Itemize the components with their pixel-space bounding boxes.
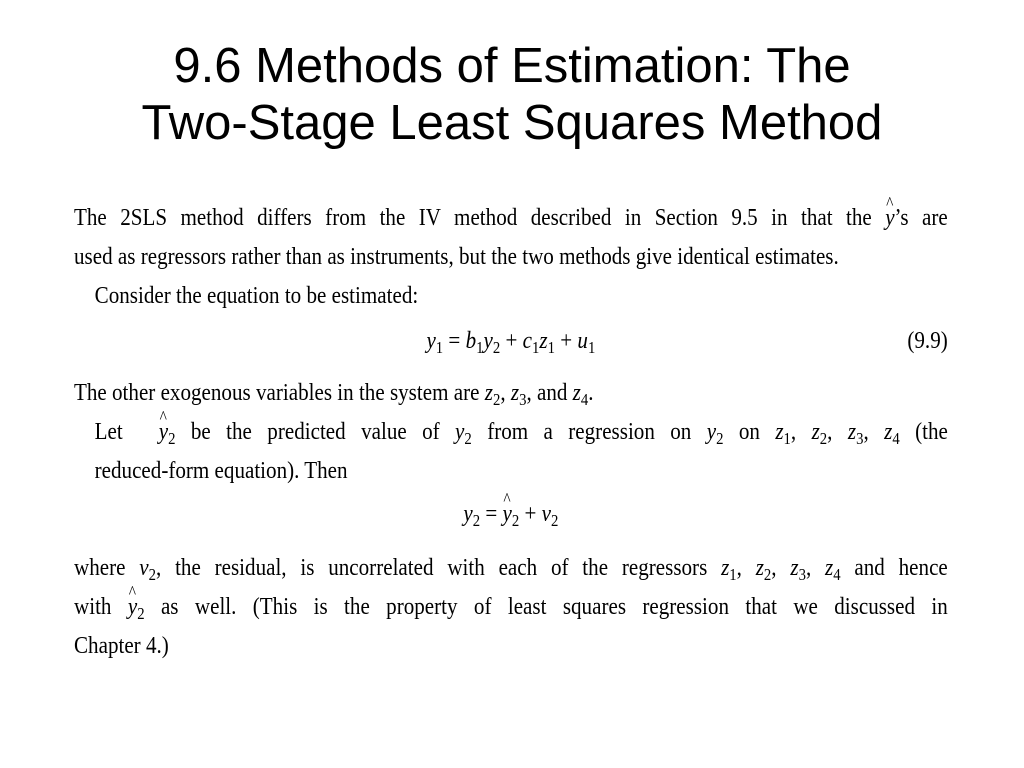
slide-title	[0, 38, 1024, 152]
equation-9-9-expression: $y_1 = b_1y_2 + c_1z_1 + u_1$	[426, 327, 596, 357]
math-y-hat: ^ y	[885, 198, 894, 237]
slide-title-line-2: Two-Stage Least Squares Method	[141, 96, 883, 150]
paragraph-exogenous-variables: The other exogenous variables in the system are $z_2$, $z_3$, and $z_4$.	[74, 379, 594, 409]
equation-9-9	[74, 315, 948, 363]
textbook-excerpt	[74, 198, 948, 665]
paragraph-2sls-intro: The 2SLS method differs from the IV method described in Section 9.5 in that the ^ y’s are used as regressors rather than as instruments, but the two methods give identical estimates.	[74, 198, 948, 276]
paragraph-predicted-value: Let ^ $y_2$ be the predicted value of $y_2$ from a regression on $y_2$ on $z_1$, $z_2$, $z_3$, $z_4$ (the reduced-form equation). Then	[74, 412, 948, 490]
slide-title-line-1: 9.6 Methods of Estimation: The	[173, 39, 851, 93]
equation-residual-expression: $y_2$ = ^ $y_2 + v_2$	[74, 494, 948, 533]
equation-residual	[74, 490, 948, 548]
equation-number: (9.9)	[907, 327, 948, 354]
paragraph-consider: Consider the equation to be estimated:	[94, 282, 419, 309]
paragraph-residual: where $v_2$, the residual, is uncorrelated with each of the regressors $z_1$, $z_2$, $z_3$, $z_4$ and hence with ^ $y_2$ as well. (This is the property of least squares regression that we discussed in Chapter 4.)	[74, 548, 948, 665]
